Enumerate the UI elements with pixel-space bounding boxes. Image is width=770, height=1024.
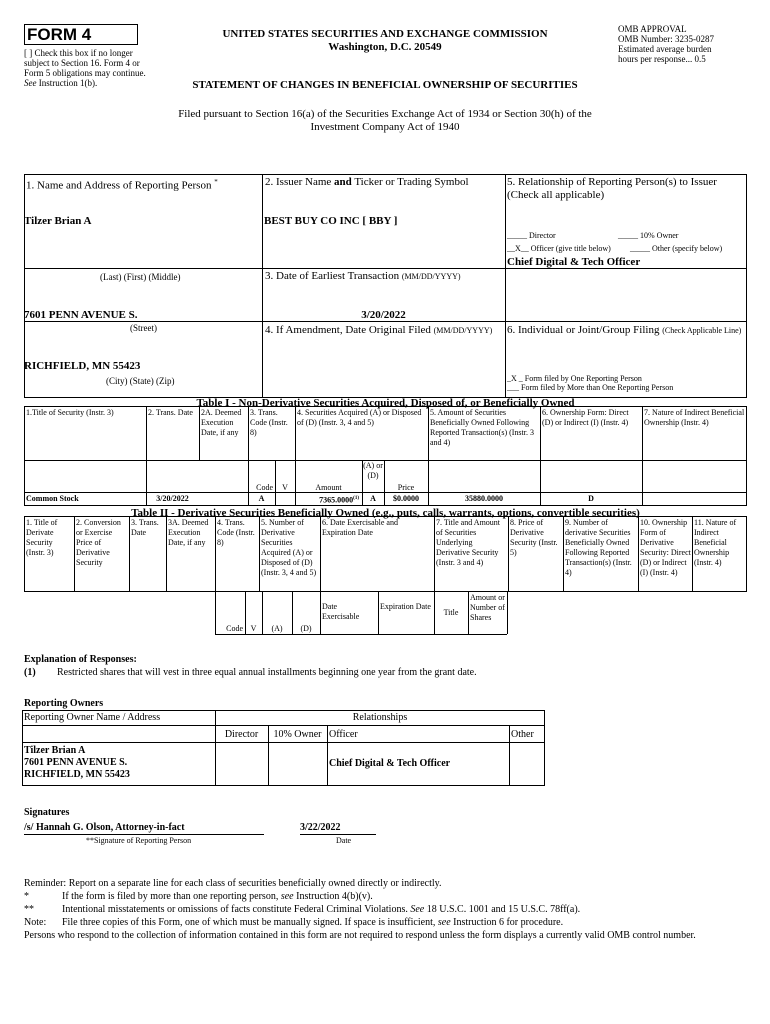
t2-h2: 2. Conversion or Exercise Price of Derivative Security (76, 518, 121, 567)
box5-label: 5. Relationship of Reporting Person(s) to Issuer (Check all applicable) (507, 176, 717, 201)
box2-label: 2. Issuer Name and Ticker or Trading Symbol (265, 176, 469, 188)
statement-title: STATEMENT OF CHANGES IN BENEFICIAL OWNERSHIP OF SECURITIES (192, 79, 578, 91)
officer-title: Chief Digital & Tech Officer (507, 256, 641, 268)
city-caption: (City) (State) (Zip) (106, 376, 175, 386)
t2-h3a: 3A. Deemed Execution Date, if any (168, 518, 209, 547)
officer-option[interactable]: __X__ Officer (give title below) (507, 244, 611, 253)
t2-sub-a: (A) (271, 624, 283, 633)
t2-h8: 8. Price of Derivative Security (Instr. 5) (510, 518, 558, 557)
box3-label: 3. Date of Earliest Transaction (MM/DD/YYYY) (265, 270, 461, 282)
agency-name: UNITED STATES SECURITIES AND EXCHANGE COMMISSION (222, 28, 548, 40)
t1-row-owned: 35880.0000 (465, 494, 503, 503)
t1-h2: 2. Trans. Date (148, 408, 193, 417)
explanation-heading: Explanation of Responses: (24, 654, 137, 665)
t2-sub-exp: Expiration Date (380, 602, 431, 611)
footnote-note: File three copies of this Form, one of which must be manually signed. If space is insufficient, see Instruction 6 for procedure. (62, 917, 564, 928)
no-longer-subject-checkbox[interactable]: [ ] Check this box if no longer subject to Section 16. Form 4 or Form 5 obligations may continue. See Instruction 1(b). (24, 48, 146, 88)
t1-row-date: 3/20/2022 (156, 494, 189, 503)
owners-col-ten: 10% Owner (273, 729, 322, 740)
owners-heading: Reporting Owners (24, 698, 104, 709)
explanation-text: Restricted shares that will vest in three equal annual installments beginning one year from the grant date. (57, 667, 477, 678)
signatures-heading: Signatures (24, 807, 70, 818)
filed-pursuant-line2: Investment Company Act of 1940 (310, 121, 460, 133)
signature-caption: **Signature of Reporting Person (86, 836, 192, 845)
form-title-box (24, 24, 138, 45)
t2-h3: 3. Trans. Date (131, 518, 159, 537)
earliest-transaction-date: 3/20/2022 (361, 309, 406, 321)
t1-h1: 1.Title of Security (Instr. 3) (26, 408, 114, 417)
issuer-name: BEST BUY CO INC [ BBY ] (264, 215, 398, 227)
t1-h2a: 2A. Deemed Execution Date, if any (201, 408, 242, 437)
t2-h5: 5. Number of Derivative Securities Acquired (A) or Disposed of (D) (Instr. 3, 4 and 5) (261, 518, 317, 577)
t1-row-price: $0.0000 (393, 494, 419, 503)
t1-row-code: A (258, 494, 265, 503)
owners-col-director: Director (224, 729, 259, 740)
t1-h4: 4. Securities Acquired (A) or Disposed of (D) (Instr. 3, 4 and 5) (297, 408, 422, 427)
table1-title: Table I - Non-Derivative Securities Acquired, Disposed of, or Beneficially Owned (196, 397, 575, 409)
box4-label: 4. If Amendment, Date Original Filed (MM/DD/YYYY) (265, 324, 493, 336)
t2-h11: 11. Nature of Indirect Beneficial Ownership (Instr. 4) (694, 518, 737, 567)
other-option[interactable]: _____ Other (specify below) (630, 244, 723, 253)
footnote-2: Intentional misstatements or omissions of facts constitute Federal Criminal Violations. See 18 U.S.C. 1001 and 15 U.S.C. 78ff(a). (62, 904, 581, 915)
t1-row-amount: 7365.0000$^{(1)}$ (319, 495, 359, 505)
footnote-1-mark: * (24, 891, 29, 902)
t1-sub-code: Code (256, 483, 273, 492)
t2-h1: 1. Title of Derivate Security (Instr. 3) (26, 518, 58, 557)
agency-city: Washington, D.C. 20549 (328, 41, 442, 53)
t1-row-aord: A (370, 494, 376, 503)
t2-h10: 10. Ownership Form of Derivative Security: Direct (D) or Indirect (I) (Instr. 4) (640, 518, 691, 577)
owner-officer-title: Chief Digital & Tech Officer (329, 758, 451, 769)
t2-sub-amount: Amount or Number of Shares (470, 593, 505, 622)
t1-h5: 5. Amount of Securities Beneficially Owned Following Reported Transaction(s) (Instr. 3 and 4) (430, 408, 534, 447)
t1-row-form: D (588, 494, 594, 503)
signature-date: 3/22/2022 (300, 822, 376, 835)
reporting-person-city: RICHFIELD, MN 55423 (24, 360, 141, 372)
footnote-1: If the form is filed by more than one reporting person, see Instruction 4(b)(v). (62, 891, 373, 902)
t2-sub-code: Code (226, 624, 243, 633)
reporting-person-name: Tilzer Brian A (24, 215, 92, 227)
t2-sub-v: V (250, 624, 257, 633)
director-option[interactable]: _____ Director (507, 231, 556, 240)
t2-h7: 7. Title and Amount of Securities Underlying Derivative Security (Instr. 3 and 4) (436, 518, 501, 567)
footnote-2-mark: ** (24, 904, 34, 915)
t1-h7: 7. Nature of Indirect Beneficial Ownership (Instr. 4) (644, 408, 745, 427)
t2-sub-title: Title (443, 608, 459, 617)
t1-sub-v: V (282, 483, 288, 492)
t2-sub-date-ex: Date Exercisable (322, 602, 360, 621)
owners-col-relationships: Relationships (352, 712, 408, 723)
form-title: FORM 4 (27, 25, 92, 44)
t1-h6: 6. Ownership Form: Direct (D) or Indirect (I) (Instr. 4) (542, 408, 629, 427)
t2-sub-d: (D) (300, 624, 312, 633)
t2-h6: 6. Date Exercisable and Expiration Date (322, 518, 398, 537)
omb-approval: OMB APPROVAL OMB Number: 3235-0287 Estimated average burden hours per response... 0.5 (618, 24, 714, 64)
owners-col-officer: Officer (329, 729, 358, 740)
date-caption: Date (336, 836, 352, 845)
street-caption: (Street) (130, 323, 157, 333)
footnote-note-mark: Note: (24, 917, 47, 928)
t1-sub-aord: (A) or (D) (363, 461, 383, 480)
owners-col-other: Other (511, 729, 534, 740)
signature-value: /s/ Hannah G. Olson, Attorney-in-fact (24, 822, 264, 835)
t1-sub-amount: Amount (315, 483, 342, 492)
individual-filing-option[interactable]: _X _ Form filed by One Reporting Person (507, 374, 642, 383)
box1-label: 1. Name and Address of Reporting Person * (26, 178, 218, 192)
owners-col-name: Reporting Owner Name / Address (24, 712, 161, 723)
t1-h3: 3. Trans. Code (Instr. 8) (250, 408, 288, 437)
ten-percent-owner-option[interactable]: _____ 10% Owner (618, 231, 679, 240)
t2-h9: 9. Number of derivative Securities Beneficially Owned Following Reported Transaction(s) (Instr. 4) (565, 518, 632, 577)
filed-pursuant-line1: Filed pursuant to Section 16(a) of the Securities Exchange Act of 1934 or Section 30(h) of the (178, 108, 592, 120)
group-filing-option[interactable]: ___ Form filed by More than One Reporting Person (507, 383, 674, 392)
reporting-person-street: 7601 PENN AVENUE S. (24, 309, 138, 321)
explanation-number: (1) (24, 667, 36, 678)
t1-row-security: Common Stock (26, 494, 79, 503)
box6-label: 6. Individual or Joint/Group Filing (Check Applicable Line) (507, 324, 742, 336)
table2-title: Table II - Derivative Securities Beneficially Owned (e.g., puts, calls, warrants, options, convertible securities) (131, 507, 640, 519)
persons-respond-text: Persons who respond to the collection of information contained in this form are not required to respond unless the form displays a currently valid OMB control number. (24, 930, 696, 941)
owner-name-address: Tilzer Brian A 7601 PENN AVENUE S. RICHFIELD, MN 55423 (24, 745, 130, 780)
t1-sub-price: Price (397, 483, 415, 492)
reminder-text: Reminder: Report on a separate line for each class of securities beneficially owned directly or indirectly. (24, 878, 442, 889)
t2-h4: 4. Trans. Code (Instr. 8) (217, 518, 255, 547)
name-caption: (Last) (First) (Middle) (100, 272, 181, 282)
